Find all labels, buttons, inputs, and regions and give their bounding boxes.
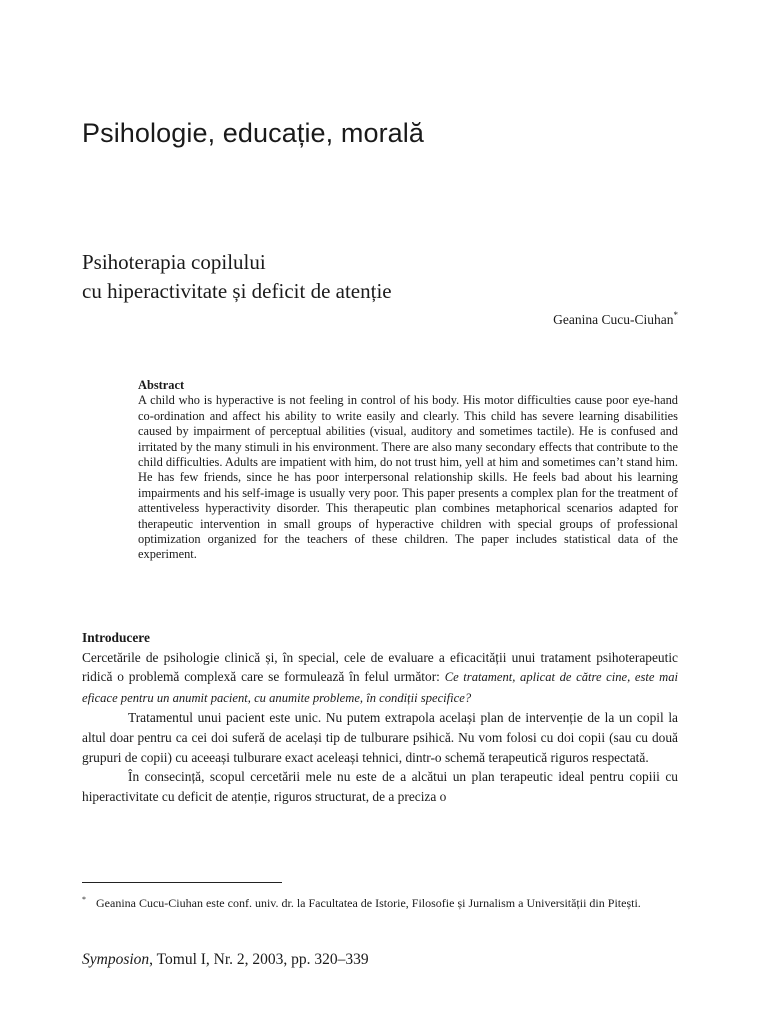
article-title-line-1: Psihoterapia copilului [82, 250, 266, 274]
journal-citation [82, 951, 369, 969]
author-line [553, 310, 678, 328]
author-name: Geanina Cucu-Ciuhan [553, 312, 674, 327]
abstract-block [138, 378, 678, 563]
paragraph-1-text: Cercetările de psihologie clinică și, în special, cele de evaluare a eficacității unui tratament psihoterapeutic ridică o problemă complexă care se formulează în felul următor: [82, 649, 678, 685]
footnote-text: Geanina Cucu-Ciuhan este conf. univ. dr. la Facultatea de Istorie, Filosofie și Jurnalism a Universității din Pitești. [96, 896, 641, 910]
section-header: Psihologie, educație, morală [82, 118, 425, 148]
introduction-paragraph-1 [82, 648, 678, 709]
footnote-mark: * [82, 895, 86, 904]
abstract-text: A child who is hyperactive is not feeling in control of his body. His motor difficulties cause poor eye-hand co-ordination and affect his ability to write easily and clearly. This child has severe learning disabilities caused by impairment of perceptual abilities (visual, auditory and sometimes tactile). He is confused and irritated by the many stimuli in his environment. There are also many secondary effects that contribute to the child difficulties. Adults are impatient with him, do not trust him, yell at him and sometimes can’t stand him. He has few friends, since he has poor interpersonal relationship skills. He feels bad about his learning impairments and his self-image is usually very poor. This paper presents a complex plan for the treatment of attentiveless hyperactivity disorder. This therapeutic plan combines metaphorical scenarios adapted for therapeutic intervention in small groups of hyperactive children with special groups of professional optimization organized for the teachers of these children. The paper includes statistical data of the experiment. [138, 393, 678, 562]
abstract-heading: Abstract [138, 378, 185, 392]
introduction-heading: Introducere [82, 630, 150, 645]
journal-name: Symposion [82, 951, 150, 968]
introduction-paragraph-3: În consecință, scopul cercetării mele nu este de a alcătui un plan terapeutic ideal pentru copiii cu hiperactivitate cu deficit de atenție, riguros structurat, de a preciza o [82, 769, 678, 804]
introduction-paragraph-2: Tratamentul unui pacient este unic. Nu putem extrapola același plan de intervenție de la un copil la altul doar pentru ca cei doi suferă de același tip de tulburare psihică. Nu vom folosi cu doi copii (sau cu două grupuri de copii) cu aceeași tulburare exact aceleași tehnici, dintr-o schemă terapeutică riguros respectată. [82, 710, 678, 765]
article-title-line-2: cu hiperactivitate și deficit de atenție [82, 279, 392, 303]
introduction-section [82, 628, 678, 806]
citation-details: , Tomul I, Nr. 2, 2003, pp. 320–339 [149, 951, 369, 968]
footnote [82, 891, 678, 912]
footnote-divider [82, 882, 282, 883]
article-title [82, 248, 392, 306]
research-question: Ce tratament, aplicat de către cine, este mai eficace pentru un anumit pacient, cu anumite probleme, în condiții specifice? [82, 670, 678, 705]
author-footnote-mark: * [673, 310, 678, 320]
